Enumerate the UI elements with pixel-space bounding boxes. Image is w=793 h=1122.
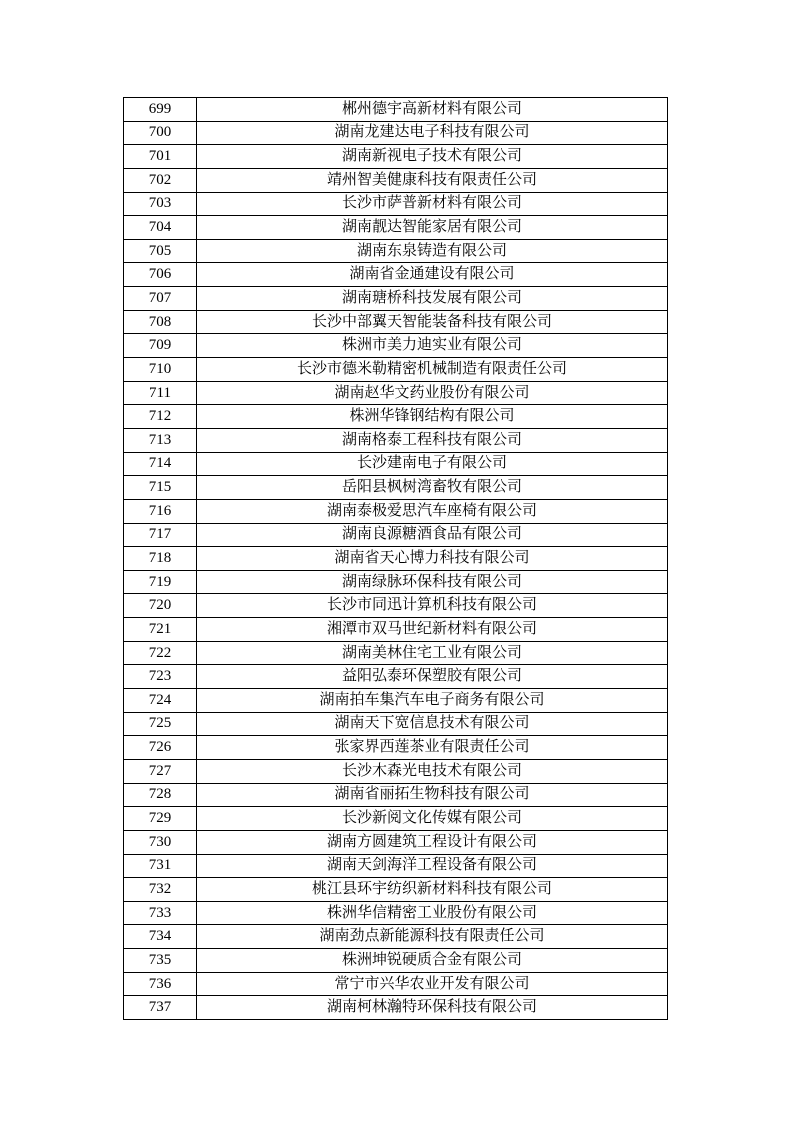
row-number: 736	[124, 972, 197, 996]
row-number: 708	[124, 310, 197, 334]
table-row	[124, 689, 668, 713]
table-row	[124, 594, 668, 618]
company-name: 株洲华锋钢结构有限公司	[197, 405, 668, 429]
row-number: 722	[124, 641, 197, 665]
table-row	[124, 547, 668, 571]
table-row	[124, 854, 668, 878]
table-row	[124, 98, 668, 122]
company-name: 株洲华信精密工业股份有限公司	[197, 901, 668, 925]
row-number: 718	[124, 547, 197, 571]
company-name: 益阳弘泰环保塑胶有限公司	[197, 665, 668, 689]
company-name: 长沙木森光电技术有限公司	[197, 759, 668, 783]
table-row	[124, 570, 668, 594]
company-name: 湘潭市双马世纪新材料有限公司	[197, 618, 668, 642]
company-name: 长沙新阅文化传媒有限公司	[197, 807, 668, 831]
company-name: 长沙建南电子有限公司	[197, 452, 668, 476]
company-name: 湖南拍车集汽车电子商务有限公司	[197, 689, 668, 713]
table-row	[124, 523, 668, 547]
table-row	[124, 807, 668, 831]
row-number: 699	[124, 98, 197, 122]
row-number: 727	[124, 759, 197, 783]
row-number: 719	[124, 570, 197, 594]
table-row	[124, 665, 668, 689]
table-row	[124, 641, 668, 665]
table-row	[124, 121, 668, 145]
company-name: 湖南劲点新能源科技有限责任公司	[197, 925, 668, 949]
company-name: 湖南泰极爱思汽车座椅有限公司	[197, 499, 668, 523]
company-name: 湖南省金通建设有限公司	[197, 263, 668, 287]
table-row	[124, 972, 668, 996]
row-number: 735	[124, 949, 197, 973]
row-number: 728	[124, 783, 197, 807]
row-number: 705	[124, 239, 197, 263]
row-number: 730	[124, 830, 197, 854]
row-number: 715	[124, 476, 197, 500]
table-row	[124, 476, 668, 500]
row-number: 726	[124, 736, 197, 760]
table-row	[124, 216, 668, 240]
row-number: 711	[124, 381, 197, 405]
table-row	[124, 263, 668, 287]
company-name: 岳阳县枫树湾畜牧有限公司	[197, 476, 668, 500]
table-row	[124, 168, 668, 192]
row-number: 731	[124, 854, 197, 878]
row-number: 714	[124, 452, 197, 476]
company-name: 常宁市兴华农业开发有限公司	[197, 972, 668, 996]
row-number: 721	[124, 618, 197, 642]
row-number: 703	[124, 192, 197, 216]
company-name: 株洲市美力迪实业有限公司	[197, 334, 668, 358]
row-number: 725	[124, 712, 197, 736]
table-row	[124, 145, 668, 169]
company-name: 湖南东泉铸造有限公司	[197, 239, 668, 263]
row-number: 737	[124, 996, 197, 1020]
company-name: 长沙市同迅计算机科技有限公司	[197, 594, 668, 618]
table-row	[124, 334, 668, 358]
row-number: 707	[124, 287, 197, 311]
company-name: 湖南良源糖酒食品有限公司	[197, 523, 668, 547]
company-name: 张家界西莲茶业有限责任公司	[197, 736, 668, 760]
row-number: 723	[124, 665, 197, 689]
table-row	[124, 310, 668, 334]
row-number: 733	[124, 901, 197, 925]
table-row	[124, 428, 668, 452]
table-row	[124, 381, 668, 405]
row-number: 716	[124, 499, 197, 523]
company-name: 湖南天剑海洋工程设备有限公司	[197, 854, 668, 878]
table-row	[124, 783, 668, 807]
company-name: 长沙中部翼天智能装备科技有限公司	[197, 310, 668, 334]
row-number: 700	[124, 121, 197, 145]
table-row	[124, 759, 668, 783]
company-name: 湖南美林住宅工业有限公司	[197, 641, 668, 665]
row-number: 720	[124, 594, 197, 618]
company-name: 桃江县环宇纺织新材料科技有限公司	[197, 878, 668, 902]
company-list-table	[123, 97, 668, 1020]
company-name: 湖南省丽拓生物科技有限公司	[197, 783, 668, 807]
row-number: 732	[124, 878, 197, 902]
company-name: 湖南格泰工程科技有限公司	[197, 428, 668, 452]
table-row	[124, 878, 668, 902]
table-row	[124, 925, 668, 949]
company-name: 郴州德宇高新材料有限公司	[197, 98, 668, 122]
table-row	[124, 618, 668, 642]
row-number: 709	[124, 334, 197, 358]
company-table-body	[124, 98, 668, 1020]
table-row	[124, 405, 668, 429]
table-row	[124, 239, 668, 263]
company-name: 长沙市萨普新材料有限公司	[197, 192, 668, 216]
company-name: 湖南省天心博力科技有限公司	[197, 547, 668, 571]
row-number: 706	[124, 263, 197, 287]
company-name: 靖州智美健康科技有限责任公司	[197, 168, 668, 192]
row-number: 712	[124, 405, 197, 429]
company-name: 湖南赵华文药业股份有限公司	[197, 381, 668, 405]
company-name: 湖南瑭桥科技发展有限公司	[197, 287, 668, 311]
table-row	[124, 712, 668, 736]
company-name: 湖南柯林瀚特环保科技有限公司	[197, 996, 668, 1020]
row-number: 734	[124, 925, 197, 949]
row-number: 713	[124, 428, 197, 452]
company-name: 湖南绿脉环保科技有限公司	[197, 570, 668, 594]
table-row	[124, 499, 668, 523]
row-number: 710	[124, 358, 197, 382]
table-row	[124, 949, 668, 973]
table-row	[124, 901, 668, 925]
table-row	[124, 452, 668, 476]
row-number: 724	[124, 689, 197, 713]
company-name: 湖南龙建达电子科技有限公司	[197, 121, 668, 145]
row-number: 704	[124, 216, 197, 240]
table-row	[124, 192, 668, 216]
table-row	[124, 996, 668, 1020]
row-number: 701	[124, 145, 197, 169]
company-name: 湖南方圆建筑工程设计有限公司	[197, 830, 668, 854]
table-row	[124, 736, 668, 760]
table-row	[124, 830, 668, 854]
row-number: 702	[124, 168, 197, 192]
company-name: 湖南天下宽信息技术有限公司	[197, 712, 668, 736]
company-name: 株洲坤锐硬质合金有限公司	[197, 949, 668, 973]
company-name: 湖南靓达智能家居有限公司	[197, 216, 668, 240]
company-name: 湖南新视电子技术有限公司	[197, 145, 668, 169]
table-row	[124, 287, 668, 311]
row-number: 729	[124, 807, 197, 831]
company-name: 长沙市德米勒精密机械制造有限责任公司	[197, 358, 668, 382]
table-row	[124, 358, 668, 382]
row-number: 717	[124, 523, 197, 547]
